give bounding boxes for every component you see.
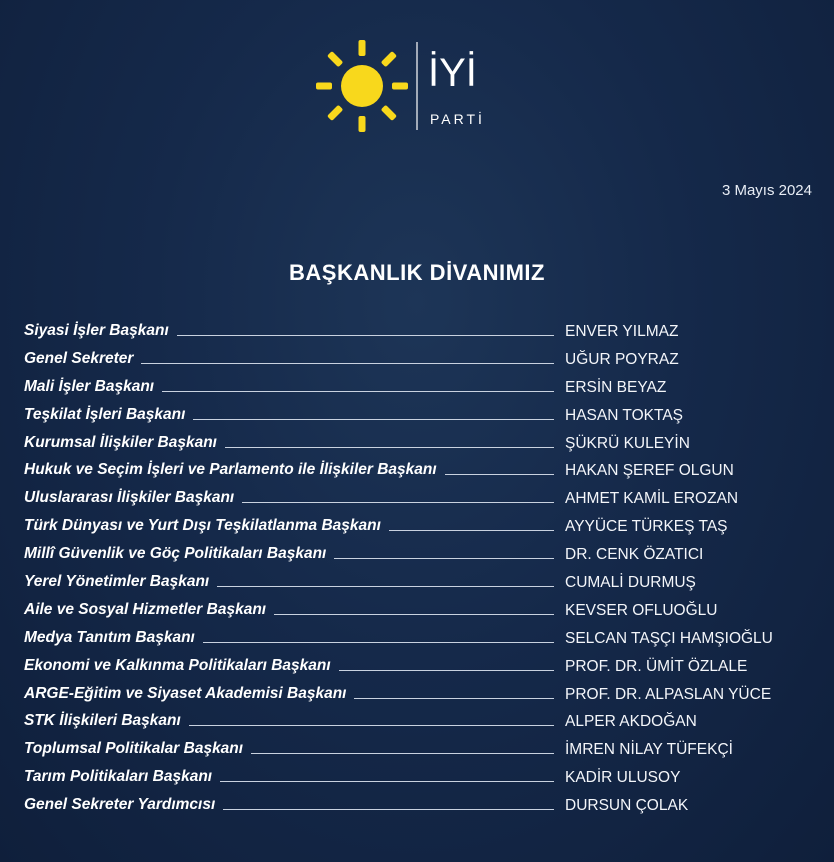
list-item	[24, 487, 824, 515]
role-label: Siyasi İşler Başkanı	[24, 322, 169, 339]
member-name: AYYÜCE TÜRKEŞ TAŞ	[565, 518, 728, 536]
list-item	[24, 404, 824, 432]
divider	[389, 530, 554, 531]
divider	[189, 725, 554, 726]
divider	[225, 447, 554, 448]
divider	[339, 670, 554, 671]
member-name: KADİR ULUSOY	[565, 769, 681, 787]
role-label: Millî Güvenlik ve Göç Politikaları Başkanı	[24, 545, 327, 563]
member-name: HASAN TOKTAŞ	[565, 406, 684, 424]
party-logo	[312, 40, 512, 132]
role-label: Hukuk ve Seçim İşleri ve Parlamento ile İlişkiler Başkanı	[24, 461, 437, 479]
list-item	[24, 738, 824, 766]
member-name: ENVER YILMAZ	[565, 323, 679, 340]
member-list	[24, 320, 824, 822]
divider	[354, 698, 554, 699]
role-label: Tarım Politikaları Başkanı	[24, 768, 213, 786]
list-item	[24, 683, 824, 711]
list-item	[24, 515, 824, 543]
list-item	[24, 599, 824, 627]
member-name: PROF. DR. ÜMİT ÖZLALE	[565, 657, 748, 675]
member-name: HAKAN ŞEREF OLGUN	[565, 462, 734, 480]
divider	[445, 474, 554, 475]
party-sub: PARTİ	[430, 111, 485, 127]
list-item	[24, 766, 824, 794]
member-name: SELCAN TAŞÇI HAMŞIOĞLU	[565, 629, 773, 647]
role-label: Medya Tanıtım Başkanı	[24, 628, 195, 646]
divider	[274, 614, 554, 615]
role-label: Mali İşler Başkanı	[24, 377, 155, 395]
list-item	[24, 627, 824, 655]
divider	[251, 753, 554, 754]
list-item	[24, 794, 824, 822]
divider	[162, 391, 554, 392]
member-name: PROF. DR. ALPASLAN YÜCE	[565, 685, 772, 703]
member-name: KEVSER OFLUOĞLU	[565, 601, 718, 619]
divider	[242, 502, 554, 503]
sun-icon	[312, 40, 512, 132]
list-item	[24, 320, 824, 348]
page-title: BAŞKANLIK DİVANIMIZ	[289, 260, 545, 285]
role-label: Ekonomi ve Kalkınma Politikaları Başkanı	[24, 656, 331, 674]
member-name: CUMALİ DURMUŞ	[565, 574, 696, 592]
role-label: ARGE-Eğitim ve Siyaset Akademisi Başkanı	[24, 684, 347, 702]
list-item	[24, 348, 824, 376]
divider	[217, 586, 554, 587]
role-label: STK İlişkileri Başkanı	[24, 712, 181, 730]
role-label: Yerel Yönetimler Başkanı	[24, 573, 210, 591]
divider	[177, 335, 554, 336]
member-name: ALPER AKDOĞAN	[565, 713, 697, 731]
member-name: ERSİN BEYAZ	[565, 378, 667, 396]
member-name: İMREN NİLAY TÜFEKÇİ	[565, 741, 733, 759]
list-item	[24, 459, 824, 487]
role-label: Aile ve Sosyal Hizmetler Başkanı	[24, 600, 267, 618]
party-name: İYİ	[428, 51, 477, 95]
member-name: DURSUN ÇOLAK	[565, 797, 689, 815]
list-item	[24, 432, 824, 460]
member-name: AHMET KAMİL EROZAN	[565, 490, 739, 508]
list-item	[24, 571, 824, 599]
member-name: DR. CENK ÖZATICI	[565, 546, 704, 564]
divider	[334, 558, 554, 559]
divider	[203, 642, 554, 643]
list-item	[24, 655, 824, 683]
date: 3 Mayıs 2024	[721, 182, 812, 199]
divider	[193, 419, 554, 420]
role-label: Genel Sekreter Yardımcısı	[24, 796, 216, 814]
role-label: Toplumsal Politikalar Başkanı	[24, 740, 244, 758]
divider	[223, 809, 554, 810]
divider	[220, 781, 554, 782]
member-name: UĞUR POYRAZ	[565, 350, 679, 368]
role-label: Teşkilat İşleri Başkanı	[24, 405, 186, 423]
divider	[141, 363, 554, 364]
list-item	[24, 543, 824, 571]
list-item	[24, 376, 824, 404]
role-label: Genel Sekreter	[24, 349, 134, 367]
member-name: ŞÜKRÜ KULEYİN	[565, 434, 690, 452]
role-label: Kurumsal İlişkiler Başkanı	[24, 433, 217, 451]
role-label: Uluslararası İlişkiler Başkanı	[24, 489, 235, 507]
role-label: Türk Dünyası ve Yurt Dışı Teşkilatlanma Başkanı	[24, 517, 381, 535]
list-item	[24, 710, 824, 738]
